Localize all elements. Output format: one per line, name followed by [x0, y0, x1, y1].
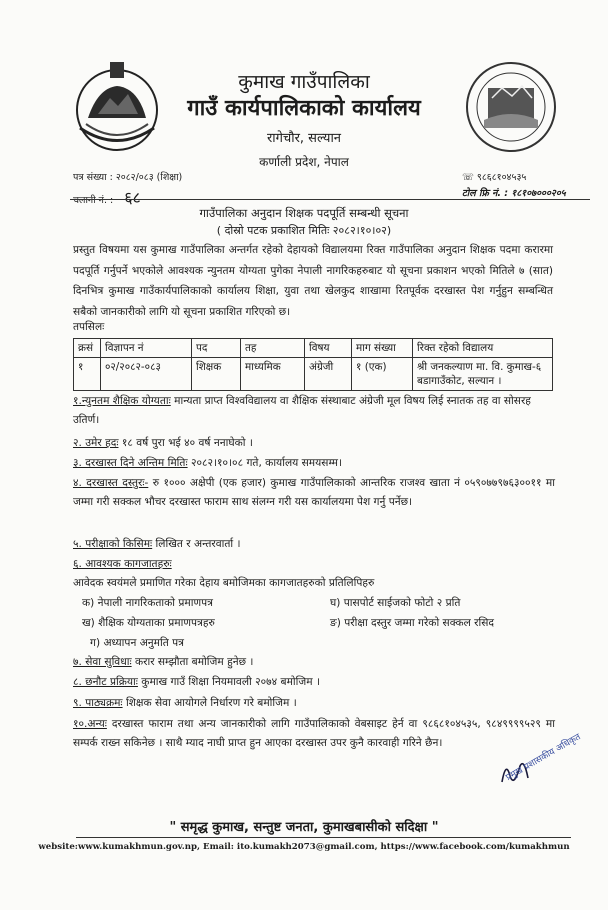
section-text: २०८२।१०।०८ गते, कार्यालय समयसम्म। — [187, 457, 342, 469]
table-header: माग संख्या — [352, 339, 413, 358]
section-documents — [73, 555, 555, 574]
document-item: ङ) परीक्षा दस्तुर जम्मा गरेको सक्कल रसिद — [330, 617, 495, 629]
section-text: दरखास्त फाराम तथा अन्य जानकारीको लागि गाउँपालिकाको वेबसाइट हेर्न वा ९८६८१०४५३५, ९८४९९९९५२९ मा सम्पर्क राख्न सकिनेछ । साथै म्याद नाघी प्राप्त हुन आएका दरखास्त उपर कुनै कारवाही गरिने छैन। — [73, 718, 555, 749]
section-label: ७. सेवा सुविधाः — [73, 656, 132, 668]
phone-icon: ☏ — [462, 172, 474, 183]
table-cell: माध्यमिक — [241, 358, 305, 391]
section-exam-type — [73, 535, 555, 554]
notice-intro: प्रस्तुत विषयमा यस कुमाख गाउँपालिका अन्तर्गत रहेको देहायको विद्यालयमा रिक्त गाउँपालिका अनुदान शिक्षक पदमा करारमा पदपूर्ति गर्नुपर्ने भएकोले आवश्यक न्युनतम योग्यता पुगेका नेपाली नागरिकहरुबाट यो सूचना प्रकाशन भएको मितिले ७ (सात) दिनभित्र कुमाख गाउँकार्यपालिकाको कार्यालय शिक्षा, युवा तथा खेलकुद शाखामा रितपूर्वक दरखास्त पेश गर्नुहुन सम्बन्धित सबैको जानकारीको लागि यो सूचना प्रकाशित गरिएको छ। — [73, 244, 554, 318]
letter-number: पत्र संख्या : २०८२/०८३ (शिक्षा) — [73, 172, 183, 183]
table-cell: ०२/२०८२-०८३ — [101, 358, 192, 391]
section-age-limit — [73, 434, 555, 453]
phone-number-row — [462, 170, 526, 183]
office-place: रागेचौर, सल्यान — [266, 131, 342, 146]
section-benefits — [73, 653, 555, 672]
dispatch-number: ६८ — [124, 188, 141, 207]
document-item: ख) शैक्षिक योग्यताका प्रमाणपत्रहरु — [82, 617, 215, 629]
table-cell: १ — [74, 358, 101, 391]
table-header: पद — [192, 339, 241, 358]
municipality-name: कुमाख गाउँपालिका — [238, 71, 370, 93]
section-selection — [73, 673, 555, 692]
phone-number: ९८६८१०४५३५ — [476, 172, 527, 183]
footer-divider — [76, 837, 571, 838]
section-label: ८. छनौट प्रक्रियाः — [73, 676, 138, 688]
table-cell: अंग्रेजी — [305, 358, 352, 391]
section-text: लिखित र अन्तरवार्ता । — [152, 538, 241, 550]
office-province: कर्णाली प्रदेश, नेपाल — [259, 155, 349, 169]
section-qualification — [73, 392, 555, 429]
official-stamp: प्रमुख प्रशासकीय अधिकृत — [504, 732, 583, 784]
document-item: ग) अध्यापन अनुमति पत्र — [90, 637, 185, 649]
section-label: ५. परीक्षाको किसिमः — [73, 538, 153, 550]
table-header: विज्ञापन नं — [101, 339, 192, 358]
table-header: रिक्त रहेको विद्यालय — [413, 339, 553, 358]
section-label: १.न्युनतम शैक्षिक योग्यताः — [73, 395, 171, 407]
header-divider — [70, 199, 590, 200]
section-label: ३. दरखास्त दिने अन्तिम मितिः — [73, 457, 188, 469]
footer-motto: " समृद्ध कुमाख, सन्तुष्ट जनता, कुमाखबासीको सदिक्षा " — [169, 820, 439, 835]
details-label: तपसिलः — [73, 321, 105, 333]
section-text: शिक्षक सेवा आयोगले निर्धारण गरे बमोजिम । — [122, 697, 297, 709]
vacancy-table — [73, 338, 553, 391]
document-item: क) नेपाली नागरिकताको प्रमाणपत्र — [82, 597, 214, 609]
section-curriculum — [73, 694, 555, 713]
section-label: १०.अन्यः — [73, 718, 107, 730]
section-text: रु १००० अक्षेपी (एक हजार) कुमाख गाउँपालिकाको आन्तरिक राजश्व खाता नं ०५९०७७९७६३००११ मा जम्मा गरी सक्कल भौचर दरखास्त फाराम साथ संलग्न गरी यस कार्यालयमा पेश गर्नु पर्नेछ। — [73, 477, 555, 508]
section-text: कुमाख गाउँ शिक्षा नियमावली २०७४ बमोजिम । — [137, 676, 320, 688]
section-text: मान्यता प्राप्त विश्वविद्यालय वा शैक्षिक संस्थाबाट अंग्रेजी मूल विषय लिई स्नातक तह वा सोसरह उतिर्ण। — [73, 395, 531, 426]
document-item: घ) पासपोर्ट साईजको फोटो २ प्रति — [330, 597, 461, 609]
section-label: ९. पाठ्यक्रमः — [73, 697, 123, 709]
section-fee — [73, 474, 555, 511]
table-header: विषय — [305, 339, 352, 358]
dispatch-number-row — [73, 186, 141, 208]
section-deadline — [73, 454, 555, 473]
dispatch-number-label: चलानी नं. : — [73, 195, 114, 206]
section-text: करार सम्झौता बमोजिम हुनेछ । — [131, 656, 254, 668]
toll-free-number: टोल फ्रि नं. : १८१०७०००२०५ — [462, 188, 566, 199]
footer-contact: website:www.kumakhmun.gov.np, Email: ito.kumakh2073@gmail.com, https://www.facebook.com/kumakhmun — [38, 842, 570, 852]
documents-intro: आवेदक स्वयंमले प्रमाणित गरेका देहाय बमोजिमका कागजातहरुको प्रतिलिपिहरु — [73, 577, 375, 589]
office-name: गाउँ कार्यपालिकाको कार्यालय — [187, 96, 421, 121]
table-row — [74, 358, 553, 391]
table-header: तह — [241, 339, 305, 358]
table-header: क्रसं — [74, 339, 101, 358]
notice-title: गाउँपालिका अनुदान शिक्षक पदपूर्ति सम्बन्धी सूचना — [199, 206, 409, 220]
section-label: ६. आवश्यक कागजातहरुः — [73, 558, 172, 570]
table-header-row — [74, 339, 553, 358]
table-cell: शिक्षक — [192, 358, 241, 391]
section-label: २. उमेर हदः — [73, 437, 119, 449]
section-other — [73, 715, 555, 752]
table-cell: श्री जनकल्याण मा. वि. कुमाख-६ बडागाउँकोट, सल्यान । — [413, 358, 553, 391]
table-cell: १ (एक) — [352, 358, 413, 391]
section-text: १८ वर्ष पुरा भई ४० वर्ष ननाघेको । — [118, 437, 253, 449]
notice-subtitle: ( दोस्रो पटक प्रकाशित मितिः २०८२।१०।०२) — [216, 224, 392, 237]
section-label: ४. दरखास्त दस्तुरः- — [73, 477, 149, 489]
